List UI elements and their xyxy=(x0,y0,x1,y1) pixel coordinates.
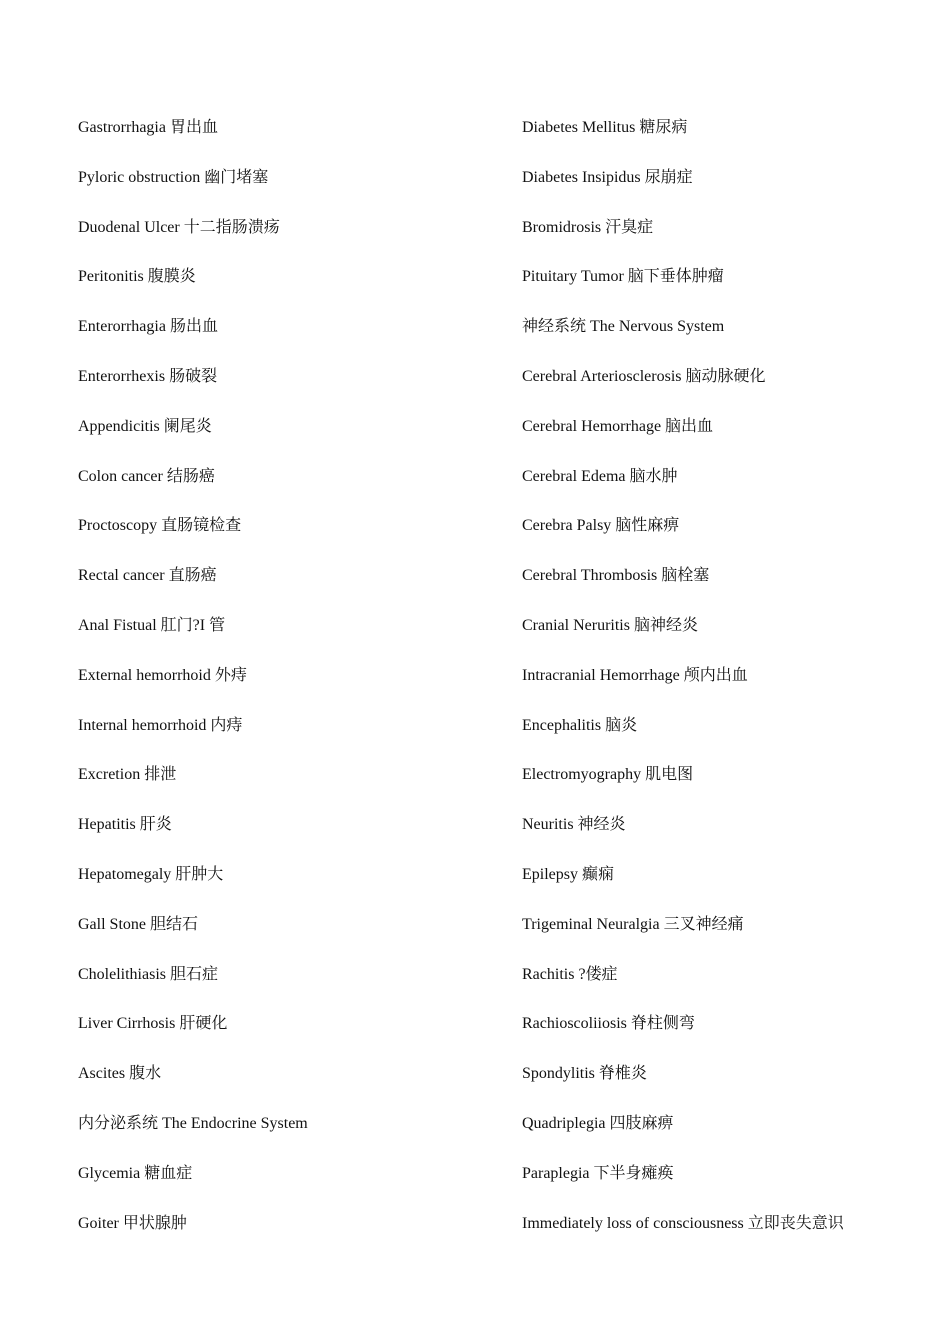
right-term-list xyxy=(522,116,922,1261)
term-entry: Bromidrosis 汗臭症 xyxy=(522,218,654,236)
term-entry: Rachitis ?偻症 xyxy=(522,965,618,983)
term-entry: Neuritis 神经炎 xyxy=(522,816,626,834)
term-entry: Ascites 腹水 xyxy=(78,1065,162,1083)
term-entry: Appendicitis 阑尾炎 xyxy=(78,417,212,435)
term-entry: Cerebral Thrombosis 脑栓塞 xyxy=(522,567,710,585)
term-entry: Peritonitis 腹膜炎 xyxy=(78,268,196,286)
term-entry: Excretion 排泄 xyxy=(78,766,177,784)
term-entry: Enterorrhagia 肠出血 xyxy=(78,318,218,336)
term-entry: Pyloric obstruction 幽门堵塞 xyxy=(78,168,269,186)
term-entry: Cerebral Arteriosclerosis 脑动脉硬化 xyxy=(522,367,766,385)
term-entry: Pituitary Tumor 脑下垂体肿瘤 xyxy=(522,268,724,286)
term-entry: Electromyography 肌电图 xyxy=(522,766,694,784)
term-entry: Glycemia 糖血症 xyxy=(78,1164,193,1182)
term-entry: Cranial Neruritis 脑神经炎 xyxy=(522,616,698,634)
term-entry: Liver Cirrhosis 肝硬化 xyxy=(78,1015,228,1033)
term-entry: Encephalitis 脑炎 xyxy=(522,716,638,734)
term-entry: Hepatitis 肝炎 xyxy=(78,816,172,834)
term-entry: Cerebral Hemorrhage 脑出血 xyxy=(522,417,714,435)
section-heading-endocrine-system: 内分泌系统 The Endocrine System xyxy=(78,1114,308,1132)
term-entry: Cerebra Palsy 脑性麻痹 xyxy=(522,517,680,535)
term-entry: Rectal cancer 直肠癌 xyxy=(78,567,217,585)
term-entry: Colon cancer 结肠癌 xyxy=(78,467,215,485)
term-entry: Diabetes Mellitus 糖尿病 xyxy=(522,119,688,136)
term-entry: Epilepsy 癫痫 xyxy=(522,865,614,883)
term-entry: Gastrorrhagia 胃出血 xyxy=(78,119,218,136)
section-heading-nervous-system: 神经系统 The Nervous System xyxy=(522,318,725,336)
term-entry: Cholelithiasis 胆石症 xyxy=(78,965,219,983)
term-entry: Trigeminal Neuralgia 三叉神经痛 xyxy=(522,915,744,933)
term-entry: Spondylitis 脊椎炎 xyxy=(522,1065,647,1083)
term-entry: Gall Stone 胆结石 xyxy=(78,915,198,933)
term-entry: Proctoscopy 直肠镜检查 xyxy=(78,517,242,535)
term-entry: Intracranial Hemorrhage 颅内出血 xyxy=(522,666,748,684)
term-entry: Duodenal Ulcer 十二指肠溃疡 xyxy=(78,218,280,236)
term-entry: External hemorrhoid 外痔 xyxy=(78,666,247,684)
term-entry: Quadriplegia 四肢麻痹 xyxy=(522,1114,674,1132)
left-term-list xyxy=(78,116,498,1261)
term-entry: Immediately loss of consciousness 立即丧失意识 xyxy=(522,1214,844,1232)
term-entry: Rachioscoliiosis 脊柱侧弯 xyxy=(522,1015,695,1033)
term-entry: Enterorrhexis 肠破裂 xyxy=(78,367,218,385)
term-entry: Goiter 甲状腺肿 xyxy=(78,1214,187,1232)
term-entry: Hepatomegaly 肝肿大 xyxy=(78,865,224,883)
term-entry: Diabetes Insipidus 尿崩症 xyxy=(522,168,693,186)
term-entry: Internal hemorrhoid 内痔 xyxy=(78,716,243,734)
term-entry: Cerebral Edema 脑水肿 xyxy=(522,467,678,485)
term-entry: Anal Fistual 肛门?I 管 xyxy=(78,616,226,634)
term-entry: Paraplegia 下半身瘫痪 xyxy=(522,1164,674,1182)
